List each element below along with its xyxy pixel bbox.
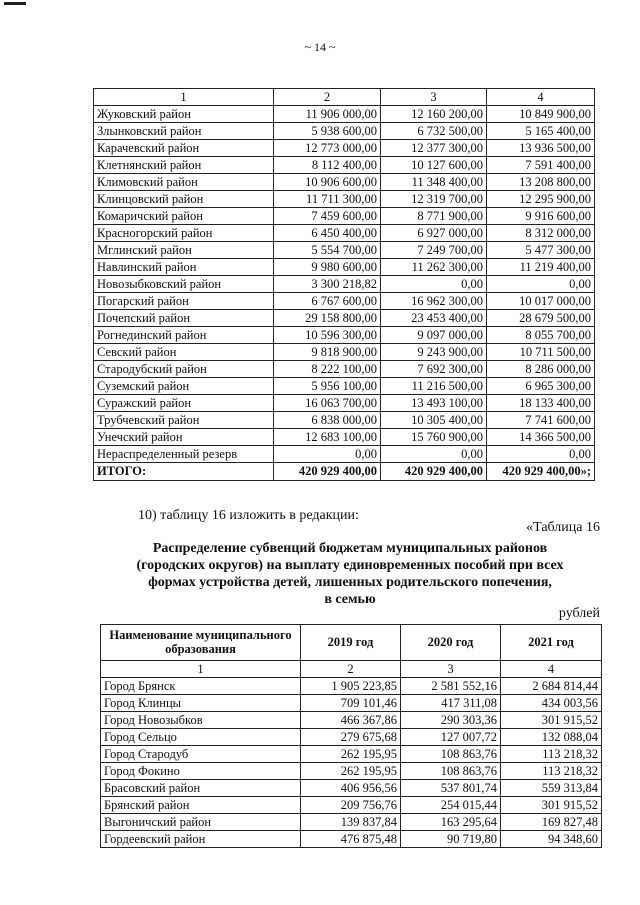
value-2021-cell: 13 208 800,00 (487, 174, 595, 191)
page-number: ~ 14 ~ (304, 40, 336, 54)
scan-corner-mark (4, 2, 26, 5)
table-row (94, 344, 595, 361)
value-2020-cell: 8 771 900,00 (381, 208, 487, 225)
municipality-name-cell: Карачевский район (94, 140, 274, 157)
value-2021-cell: 8 055 700,00 (487, 327, 595, 344)
value-2020-cell: 9 243 900,00 (381, 344, 487, 361)
table-row (94, 259, 595, 276)
municipality-name-cell: Брасовский район (101, 780, 301, 797)
column-number: 4 (487, 89, 595, 106)
municipality-name-cell: Брянский район (101, 797, 301, 814)
heading-line: в семью (324, 592, 376, 607)
municipality-name-cell: Суземский район (94, 378, 274, 395)
municipality-name-cell: Злынковский район (94, 123, 274, 140)
municipality-name-cell: Город Новозыбков (101, 712, 301, 729)
value-2020-cell: 108 863,76 (401, 746, 501, 763)
municipality-name-cell: Красногорский район (94, 225, 274, 242)
value-2021-cell: 0,00 (487, 446, 595, 463)
lump-sum-benefits-table (100, 624, 602, 848)
table-row (94, 174, 595, 191)
table-caption: «Таблица 16 (526, 520, 600, 535)
heading-line: (городских округов) на выплату единовременных пособий при всех (136, 558, 564, 573)
value-2019-cell: 29 158 800,00 (274, 310, 381, 327)
column-number: 1 (101, 661, 301, 678)
table-row (94, 123, 595, 140)
value-2019-cell: 16 063 700,00 (274, 395, 381, 412)
value-2021-cell: 0,00 (487, 276, 595, 293)
municipality-name-cell: Город Сельцо (101, 729, 301, 746)
value-2020-cell: 417 311,08 (401, 695, 501, 712)
value-2019-cell: 6 450 400,00 (274, 225, 381, 242)
value-2021-cell: 113 218,32 (501, 746, 602, 763)
value-2019-cell: 709 101,46 (301, 695, 401, 712)
value-2019-cell: 11 906 000,00 (274, 106, 381, 123)
value-2020-cell: 13 493 100,00 (381, 395, 487, 412)
value-2020-cell: 12 377 300,00 (381, 140, 487, 157)
value-2021-cell: 18 133 400,00 (487, 395, 595, 412)
value-2019-cell: 279 675,68 (301, 729, 401, 746)
municipality-name-cell: Город Фокино (101, 763, 301, 780)
value-2020-cell: 0,00 (381, 276, 487, 293)
value-2021-cell: 301 915,52 (501, 712, 602, 729)
value-2021-cell: 5 165 400,00 (487, 123, 595, 140)
municipality-name-cell: Город Стародуб (101, 746, 301, 763)
value-2021-cell: 94 348,60 (501, 831, 602, 848)
table-row (94, 191, 595, 208)
value-2019-cell: 209 756,76 (301, 797, 401, 814)
value-2020-cell: 127 007,72 (401, 729, 501, 746)
municipality-name-cell: Трубчевский район (94, 412, 274, 429)
value-2021-cell: 7 591 400,00 (487, 157, 595, 174)
table-row (101, 746, 602, 763)
municipality-name-cell: Город Брянск (101, 678, 301, 695)
value-2019-cell: 139 837,84 (301, 814, 401, 831)
value-2021-cell: 8 312 000,00 (487, 225, 595, 242)
column-number: 4 (501, 661, 602, 678)
municipality-name-cell: Комаричский район (94, 208, 274, 225)
value-2021-cell: 132 088,04 (501, 729, 602, 746)
value-2021-cell: 13 936 500,00 (487, 140, 595, 157)
table-row (101, 695, 602, 712)
total-2020: 420 929 400,00 (381, 463, 487, 481)
municipality-name-cell: Суражский район (94, 395, 274, 412)
table-row (94, 429, 595, 446)
value-2019-cell: 262 195,95 (301, 746, 401, 763)
value-2019-cell: 6 767 600,00 (274, 293, 381, 310)
column-header-2019: 2019 год (301, 625, 401, 661)
column-number: 3 (381, 89, 487, 106)
value-2020-cell: 2 581 552,16 (401, 678, 501, 695)
value-2021-cell: 301 915,52 (501, 797, 602, 814)
value-2020-cell: 10 127 600,00 (381, 157, 487, 174)
total-label: ИТОГО: (94, 463, 274, 481)
value-2020-cell: 254 015,44 (401, 797, 501, 814)
value-2021-cell: 10 849 900,00 (487, 106, 595, 123)
total-2019: 420 929 400,00 (274, 463, 381, 481)
value-2020-cell: 16 962 300,00 (381, 293, 487, 310)
column-number-row (101, 661, 602, 678)
value-2020-cell: 12 160 200,00 (381, 106, 487, 123)
value-2020-cell: 7 692 300,00 (381, 361, 487, 378)
value-2019-cell: 11 711 300,00 (274, 191, 381, 208)
value-2020-cell: 11 216 500,00 (381, 378, 487, 395)
value-2019-cell: 466 367,86 (301, 712, 401, 729)
table-heading (100, 540, 600, 608)
value-2020-cell: 537 801,74 (401, 780, 501, 797)
value-2020-cell: 6 732 500,00 (381, 123, 487, 140)
value-2019-cell: 5 956 100,00 (274, 378, 381, 395)
municipality-name-cell: Навлинский район (94, 259, 274, 276)
municipality-name-cell: Унечский район (94, 429, 274, 446)
table-row (101, 814, 602, 831)
table-row (94, 378, 595, 395)
column-number: 3 (401, 661, 501, 678)
municipality-name-cell: Город Клинцы (101, 695, 301, 712)
value-2019-cell: 0,00 (274, 446, 381, 463)
column-header-name: Наименование муниципального образования (101, 625, 301, 661)
table-row (94, 140, 595, 157)
value-2019-cell: 476 875,48 (301, 831, 401, 848)
table-row (94, 310, 595, 327)
value-2020-cell: 7 249 700,00 (381, 242, 487, 259)
column-header-2020: 2020 год (401, 625, 501, 661)
value-2019-cell: 5 938 600,00 (274, 123, 381, 140)
municipality-name-cell: Почепский район (94, 310, 274, 327)
table-row (101, 763, 602, 780)
table-row (94, 293, 595, 310)
value-2020-cell: 0,00 (381, 446, 487, 463)
municipality-name-cell: Нераспределенный резерв (94, 446, 274, 463)
value-2021-cell: 28 679 500,00 (487, 310, 595, 327)
value-2020-cell: 290 303,36 (401, 712, 501, 729)
value-2021-cell: 8 286 000,00 (487, 361, 595, 378)
value-2019-cell: 5 554 700,00 (274, 242, 381, 259)
value-2021-cell: 11 219 400,00 (487, 259, 595, 276)
value-2020-cell: 12 319 700,00 (381, 191, 487, 208)
column-number: 2 (301, 661, 401, 678)
municipality-name-cell: Гордеевский район (101, 831, 301, 848)
heading-line: Распределение субвенций бюджетам муниципальных районов (152, 541, 548, 556)
column-number: 2 (274, 89, 381, 106)
value-2019-cell: 3 300 218,82 (274, 276, 381, 293)
municipality-name-cell: Мглинский район (94, 242, 274, 259)
total-row (94, 463, 595, 481)
table-row (101, 831, 602, 848)
column-header-2021: 2021 год (501, 625, 602, 661)
value-2020-cell: 163 295,64 (401, 814, 501, 831)
value-2021-cell: 559 313,84 (501, 780, 602, 797)
total-2021: 420 929 400,00»; (487, 463, 595, 481)
value-2021-cell: 434 003,56 (501, 695, 602, 712)
table-row (101, 780, 602, 797)
value-2021-cell: 6 965 300,00 (487, 378, 595, 395)
table-header-row (101, 625, 602, 661)
value-2019-cell: 262 195,95 (301, 763, 401, 780)
value-2020-cell: 90 719,80 (401, 831, 501, 848)
heading-line: формах устройства детей, лишенных родительского попечения, (148, 575, 552, 590)
municipality-name-cell: Клинцовский район (94, 191, 274, 208)
value-2021-cell: 14 366 500,00 (487, 429, 595, 446)
value-2019-cell: 12 683 100,00 (274, 429, 381, 446)
value-2019-cell: 9 980 600,00 (274, 259, 381, 276)
units-label: рублей (558, 606, 600, 621)
value-2020-cell: 11 348 400,00 (381, 174, 487, 191)
column-number-row (94, 89, 595, 106)
value-2020-cell: 11 262 300,00 (381, 259, 487, 276)
value-2020-cell: 9 097 000,00 (381, 327, 487, 344)
table-row (101, 712, 602, 729)
table-row (94, 242, 595, 259)
subventions-continuation-table (93, 88, 595, 481)
municipality-name-cell: Новозыбковский район (94, 276, 274, 293)
municipality-name-cell: Клетнянский район (94, 157, 274, 174)
municipality-name-cell: Стародубский район (94, 361, 274, 378)
value-2020-cell: 10 305 400,00 (381, 412, 487, 429)
value-2019-cell: 7 459 600,00 (274, 208, 381, 225)
value-2019-cell: 6 838 000,00 (274, 412, 381, 429)
table-row (94, 208, 595, 225)
value-2020-cell: 23 453 400,00 (381, 310, 487, 327)
table-row (101, 797, 602, 814)
municipality-name-cell: Рогнединский район (94, 327, 274, 344)
table-row (94, 327, 595, 344)
municipality-name-cell: Выгоничский район (101, 814, 301, 831)
value-2021-cell: 5 477 300,00 (487, 242, 595, 259)
value-2019-cell: 1 905 223,85 (301, 678, 401, 695)
table-row (94, 106, 595, 123)
value-2019-cell: 8 112 400,00 (274, 157, 381, 174)
value-2020-cell: 15 760 900,00 (381, 429, 487, 446)
value-2021-cell: 113 218,32 (501, 763, 602, 780)
value-2019-cell: 10 596 300,00 (274, 327, 381, 344)
value-2021-cell: 10 711 500,00 (487, 344, 595, 361)
value-2021-cell: 169 827,48 (501, 814, 602, 831)
table-row (94, 157, 595, 174)
value-2021-cell: 10 017 000,00 (487, 293, 595, 310)
value-2021-cell: 2 684 814,44 (501, 678, 602, 695)
value-2019-cell: 12 773 000,00 (274, 140, 381, 157)
column-number: 1 (94, 89, 274, 106)
value-2021-cell: 12 295 900,00 (487, 191, 595, 208)
municipality-name-cell: Севский район (94, 344, 274, 361)
value-2019-cell: 10 906 600,00 (274, 174, 381, 191)
value-2019-cell: 9 818 900,00 (274, 344, 381, 361)
value-2020-cell: 108 863,76 (401, 763, 501, 780)
table-row (94, 225, 595, 242)
table-row (94, 412, 595, 429)
value-2019-cell: 406 956,56 (301, 780, 401, 797)
value-2019-cell: 8 222 100,00 (274, 361, 381, 378)
municipality-name-cell: Жуковский район (94, 106, 274, 123)
table-row (94, 395, 595, 412)
value-2021-cell: 7 741 600,00 (487, 412, 595, 429)
table-row (101, 678, 602, 695)
table-row (101, 729, 602, 746)
amendment-instruction: 10) таблицу 16 изложить в редакции: (138, 508, 359, 523)
value-2020-cell: 6 927 000,00 (381, 225, 487, 242)
table-row (94, 361, 595, 378)
value-2021-cell: 9 916 600,00 (487, 208, 595, 225)
municipality-name-cell: Погарский район (94, 293, 274, 310)
table-row (94, 446, 595, 463)
table-row (94, 276, 595, 293)
municipality-name-cell: Климовский район (94, 174, 274, 191)
